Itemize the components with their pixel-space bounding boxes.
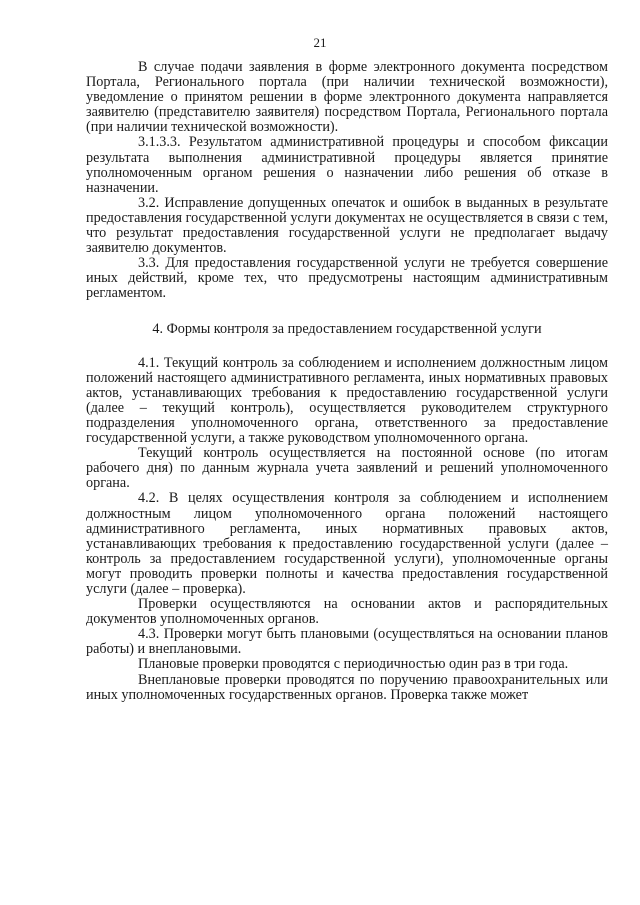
paragraph: Внеплановые проверки проводятся по поручению правоохранительных или иных уполномоченных государственных органов. Проверка также может <box>86 671 608 703</box>
paragraph: В случае подачи заявления в форме электронного документа посредством Портала, Регионального портала (при наличии технической возможности), уведомление о принятом решении в форме электронного документа направляется заявителю (представителю заявителя) посредством Портала, Регионального портала (при наличии технической возможности). <box>86 59 608 136</box>
paragraph: 4.3. Проверки могут быть плановыми (осуществляться на основании планов работы) и внеплановыми. <box>86 626 608 658</box>
paragraph: 3.3. Для предоставления государственной услуги не требуется совершение иных действий, кроме тех, что предусмотрены настоящим административным регламентом. <box>86 255 608 302</box>
paragraph: Проверки осуществляются на основании актов и распорядительных документов уполномоченных органов. <box>86 596 608 628</box>
section-heading: 4. Формы контроля за предоставлением государственной услуги <box>152 320 542 337</box>
paragraph: 4.2. В целях осуществления контроля за соблюдением и исполнением должностным лицом уполномоченного органа положений настоящего административного регламента, иных нормативных правовых актов, устанавливающих требования к предоставлению государственной услуги (далее – контроль за предоставлением государственной услуги), уполномоченные органы могут проводить проверки полноты и качества предоставления государственной услуги (далее – проверка). <box>86 490 608 597</box>
paragraph: Плановые проверки проводятся с периодичностью один раз в три года. <box>138 656 569 673</box>
paragraph: 3.1.3.3. Результатом административной процедуры и способом фиксации результата выполнения административной процедуры является принятие уполномоченным органом решения о назначении либо решения об отказе в назначении. <box>86 134 608 196</box>
document-body <box>86 60 608 703</box>
page-number: 21 <box>313 35 327 50</box>
paragraph: 4.1. Текущий контроль за соблюдением и исполнением должностным лицом положений настоящего административного регламента, иных нормативных правовых актов, устанавливающих требования к предоставлению государственной услуги (далее – текущий контроль), осуществляется руководителем структурного подразделения уполномоченного органа, ответственного за предоставление государственной услуги, а также руководством уполномоченного органа. <box>86 354 608 447</box>
paragraph: Текущий контроль осуществляется на постоянной основе (по итогам рабочего дня) по данным журнала учета заявлений и решений уполномоченного органа. <box>86 445 608 492</box>
paragraph: 3.2. Исправление допущенных опечаток и ошибок в выданных в результате предоставления государственной услуги документах не осуществляется в связи с тем, что результат предоставления государственной услуги не предполагает выдачу заявителю документов. <box>86 194 608 257</box>
